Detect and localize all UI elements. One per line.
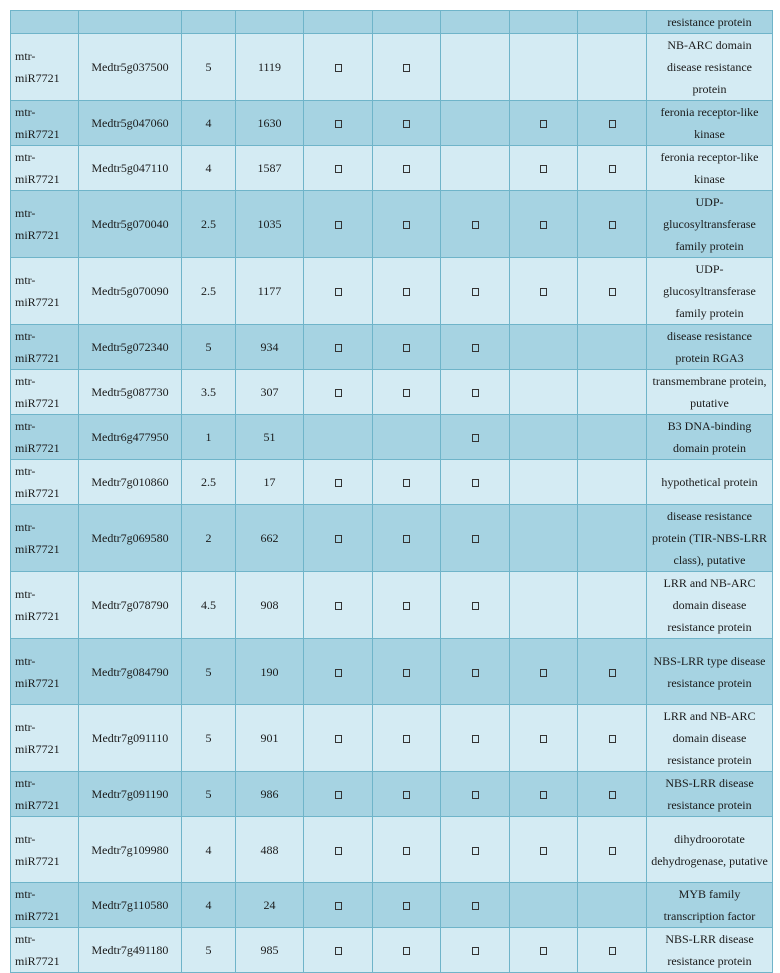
mark-cell: [441, 639, 510, 705]
cell: [578, 11, 647, 34]
table-row: [11, 460, 773, 505]
mark-cell: [441, 505, 510, 572]
square-box-icon: [335, 847, 342, 855]
mark-cell: [510, 639, 578, 705]
square-box-icon: [472, 535, 479, 543]
mark-cell: [441, 325, 510, 370]
table-row: [11, 258, 773, 325]
mark-cell: [578, 146, 647, 191]
mark-cell: [578, 101, 647, 146]
mark-cell: [578, 370, 647, 415]
position-cell: 986: [236, 772, 304, 817]
cell: [182, 11, 236, 34]
mark-cell: [510, 146, 578, 191]
mark-cell: [373, 34, 441, 101]
square-box-icon: [472, 602, 479, 610]
square-box-icon: [403, 947, 410, 955]
description-cell: NB-ARC domain disease resistance protein: [647, 34, 773, 101]
description-cell: feronia receptor-like kinase: [647, 101, 773, 146]
mark-cell: [441, 415, 510, 460]
mark-cell: [510, 460, 578, 505]
score-cell: 1: [182, 415, 236, 460]
mark-cell: [578, 928, 647, 973]
square-box-icon: [403, 735, 410, 743]
square-box-icon: [403, 902, 410, 910]
description-cell: transmembrane protein, putative: [647, 370, 773, 415]
mark-cell: [578, 325, 647, 370]
square-box-icon: [335, 535, 342, 543]
square-box-icon: [403, 669, 410, 677]
square-box-icon: [609, 791, 616, 799]
cell: [11, 11, 79, 34]
square-box-icon: [609, 120, 616, 128]
cell: [441, 11, 510, 34]
score-cell: 5: [182, 639, 236, 705]
square-box-icon: [335, 902, 342, 910]
mark-cell: [441, 34, 510, 101]
square-box-icon: [335, 64, 342, 72]
square-box-icon: [540, 947, 547, 955]
table-row: [11, 415, 773, 460]
mark-cell: [373, 191, 441, 258]
mark-cell: [441, 101, 510, 146]
table-top-fragment-row: [11, 11, 773, 34]
description-cell: LRR and NB-ARC domain disease resistance protein: [647, 572, 773, 639]
square-box-icon: [609, 669, 616, 677]
table-row: [11, 325, 773, 370]
square-box-icon: [403, 791, 410, 799]
mirna-cell: mtr-miR7721: [11, 101, 79, 146]
cell: [510, 11, 578, 34]
square-box-icon: [335, 479, 342, 487]
mark-cell: [510, 34, 578, 101]
mark-cell: [441, 928, 510, 973]
square-box-icon: [609, 288, 616, 296]
square-box-icon: [472, 847, 479, 855]
score-cell: 2.5: [182, 191, 236, 258]
score-cell: 2.5: [182, 460, 236, 505]
mark-cell: [441, 370, 510, 415]
gene-id-cell: Medtr7g110580: [79, 883, 182, 928]
mark-cell: [578, 505, 647, 572]
table-row: [11, 34, 773, 101]
mark-cell: [578, 772, 647, 817]
table-row: [11, 370, 773, 415]
mirna-cell: mtr-miR7721: [11, 415, 79, 460]
position-cell: 662: [236, 505, 304, 572]
position-cell: 1177: [236, 258, 304, 325]
square-box-icon: [335, 602, 342, 610]
mark-cell: [304, 460, 373, 505]
mark-cell: [304, 101, 373, 146]
square-box-icon: [472, 791, 479, 799]
mark-cell: [510, 505, 578, 572]
target-table-container: [10, 10, 772, 973]
square-box-icon: [540, 221, 547, 229]
gene-id-cell: Medtr5g037500: [79, 34, 182, 101]
square-box-icon: [609, 735, 616, 743]
cell: [236, 11, 304, 34]
gene-id-cell: Medtr5g070090: [79, 258, 182, 325]
position-cell: 985: [236, 928, 304, 973]
mark-cell: [304, 370, 373, 415]
score-cell: 4: [182, 817, 236, 883]
mark-cell: [510, 817, 578, 883]
mark-cell: [373, 370, 441, 415]
square-box-icon: [335, 947, 342, 955]
square-box-icon: [472, 735, 479, 743]
gene-id-cell: Medtr7g010860: [79, 460, 182, 505]
mirna-cell: mtr-miR7721: [11, 191, 79, 258]
mark-cell: [373, 101, 441, 146]
mark-cell: [373, 883, 441, 928]
mark-cell: [373, 415, 441, 460]
description-cell: NBS-LRR type disease resistance protein: [647, 639, 773, 705]
score-cell: 3.5: [182, 370, 236, 415]
score-cell: 4.5: [182, 572, 236, 639]
mark-cell: [304, 883, 373, 928]
mark-cell: [510, 258, 578, 325]
mark-cell: [441, 460, 510, 505]
mirna-cell: mtr-miR7721: [11, 772, 79, 817]
mark-cell: [441, 572, 510, 639]
mark-cell: [304, 415, 373, 460]
square-box-icon: [403, 64, 410, 72]
gene-id-cell: Medtr5g047110: [79, 146, 182, 191]
mark-cell: [510, 325, 578, 370]
description-cell: disease resistance protein (TIR-NBS-LRR class), putative: [647, 505, 773, 572]
square-box-icon: [609, 847, 616, 855]
mirna-cell: mtr-miR7721: [11, 883, 79, 928]
square-box-icon: [472, 389, 479, 397]
mark-cell: [441, 258, 510, 325]
mirna-cell: mtr-miR7721: [11, 639, 79, 705]
mark-cell: [510, 572, 578, 639]
mark-cell: [510, 928, 578, 973]
mark-cell: [510, 772, 578, 817]
table-row: [11, 705, 773, 772]
mark-cell: [373, 505, 441, 572]
position-cell: 901: [236, 705, 304, 772]
square-box-icon: [335, 288, 342, 296]
description-cell: hypothetical protein: [647, 460, 773, 505]
score-cell: 5: [182, 34, 236, 101]
description-cell: resistance protein: [647, 11, 773, 34]
gene-id-cell: Medtr7g109980: [79, 817, 182, 883]
square-box-icon: [335, 221, 342, 229]
position-cell: 1035: [236, 191, 304, 258]
position-cell: 1630: [236, 101, 304, 146]
score-cell: 2: [182, 505, 236, 572]
score-cell: 5: [182, 772, 236, 817]
position-cell: 908: [236, 572, 304, 639]
description-cell: NBS-LRR disease resistance protein: [647, 928, 773, 973]
score-cell: 4: [182, 146, 236, 191]
mark-cell: [304, 34, 373, 101]
square-box-icon: [609, 221, 616, 229]
square-box-icon: [472, 344, 479, 352]
square-box-icon: [335, 669, 342, 677]
position-cell: 1587: [236, 146, 304, 191]
mark-cell: [373, 146, 441, 191]
mark-cell: [578, 572, 647, 639]
mark-cell: [510, 705, 578, 772]
mark-cell: [304, 772, 373, 817]
description-cell: dihydroorotate dehydrogenase, putative: [647, 817, 773, 883]
mark-cell: [441, 191, 510, 258]
mark-cell: [441, 817, 510, 883]
mirna-cell: mtr-miR7721: [11, 146, 79, 191]
square-box-icon: [403, 120, 410, 128]
gene-id-cell: Medtr6g477950: [79, 415, 182, 460]
score-cell: 5: [182, 325, 236, 370]
mark-cell: [441, 146, 510, 191]
square-box-icon: [472, 288, 479, 296]
gene-id-cell: Medtr7g091190: [79, 772, 182, 817]
mark-cell: [578, 415, 647, 460]
mark-cell: [373, 817, 441, 883]
mark-cell: [441, 772, 510, 817]
mirna-cell: mtr-miR7721: [11, 325, 79, 370]
square-box-icon: [403, 479, 410, 487]
mark-cell: [578, 34, 647, 101]
mark-cell: [373, 705, 441, 772]
square-box-icon: [335, 344, 342, 352]
mark-cell: [304, 505, 373, 572]
mirna-cell: mtr-miR7721: [11, 705, 79, 772]
score-cell: 5: [182, 705, 236, 772]
position-cell: 1119: [236, 34, 304, 101]
gene-id-cell: Medtr5g047060: [79, 101, 182, 146]
mark-cell: [304, 146, 373, 191]
score-cell: 5: [182, 928, 236, 973]
gene-id-cell: Medtr7g078790: [79, 572, 182, 639]
description-cell: MYB family transcription factor: [647, 883, 773, 928]
table-row: [11, 572, 773, 639]
square-box-icon: [403, 165, 410, 173]
square-box-icon: [472, 221, 479, 229]
cell: [304, 11, 373, 34]
table-row: [11, 883, 773, 928]
table-row: [11, 191, 773, 258]
mark-cell: [578, 191, 647, 258]
mark-cell: [304, 572, 373, 639]
mirna-target-table: [10, 10, 773, 973]
square-box-icon: [403, 847, 410, 855]
square-box-icon: [403, 221, 410, 229]
mark-cell: [373, 460, 441, 505]
mark-cell: [373, 928, 441, 973]
square-box-icon: [540, 669, 547, 677]
description-cell: B3 DNA-binding domain protein: [647, 415, 773, 460]
square-box-icon: [472, 947, 479, 955]
mirna-cell: mtr-miR7721: [11, 34, 79, 101]
square-box-icon: [403, 344, 410, 352]
square-box-icon: [540, 288, 547, 296]
square-box-icon: [403, 602, 410, 610]
square-box-icon: [609, 947, 616, 955]
square-box-icon: [403, 535, 410, 543]
mark-cell: [304, 325, 373, 370]
table-row: [11, 505, 773, 572]
mark-cell: [578, 258, 647, 325]
square-box-icon: [403, 288, 410, 296]
mirna-cell: mtr-miR7721: [11, 505, 79, 572]
mark-cell: [510, 370, 578, 415]
table-row: [11, 146, 773, 191]
square-box-icon: [335, 735, 342, 743]
square-box-icon: [540, 847, 547, 855]
mirna-cell: mtr-miR7721: [11, 817, 79, 883]
mirna-cell: mtr-miR7721: [11, 370, 79, 415]
position-cell: 307: [236, 370, 304, 415]
mark-cell: [441, 705, 510, 772]
mark-cell: [304, 639, 373, 705]
description-cell: UDP-glucosyltransferase family protein: [647, 258, 773, 325]
square-box-icon: [472, 902, 479, 910]
mark-cell: [304, 191, 373, 258]
square-box-icon: [335, 791, 342, 799]
mark-cell: [578, 883, 647, 928]
square-box-icon: [335, 120, 342, 128]
table-row: [11, 772, 773, 817]
mark-cell: [304, 258, 373, 325]
gene-id-cell: Medtr7g084790: [79, 639, 182, 705]
gene-id-cell: Medtr7g069580: [79, 505, 182, 572]
score-cell: 4: [182, 883, 236, 928]
gene-id-cell: Medtr5g072340: [79, 325, 182, 370]
gene-id-cell: Medtr7g491180: [79, 928, 182, 973]
description-cell: feronia receptor-like kinase: [647, 146, 773, 191]
table-row: [11, 817, 773, 883]
square-box-icon: [472, 669, 479, 677]
mark-cell: [578, 817, 647, 883]
mirna-cell: mtr-miR7721: [11, 572, 79, 639]
mark-cell: [304, 928, 373, 973]
position-cell: 190: [236, 639, 304, 705]
gene-id-cell: Medtr5g070040: [79, 191, 182, 258]
square-box-icon: [540, 735, 547, 743]
cell: [79, 11, 182, 34]
gene-id-cell: Medtr7g091110: [79, 705, 182, 772]
mark-cell: [510, 101, 578, 146]
square-box-icon: [540, 791, 547, 799]
square-box-icon: [472, 434, 479, 442]
mirna-cell: mtr-miR7721: [11, 460, 79, 505]
square-box-icon: [540, 165, 547, 173]
description-cell: disease resistance protein RGA3: [647, 325, 773, 370]
description-cell: UDP-glucosyltransferase family protein: [647, 191, 773, 258]
mark-cell: [578, 460, 647, 505]
mark-cell: [373, 772, 441, 817]
mark-cell: [510, 191, 578, 258]
mirna-cell: mtr-miR7721: [11, 258, 79, 325]
mark-cell: [373, 572, 441, 639]
description-cell: NBS-LRR disease resistance protein: [647, 772, 773, 817]
mirna-cell: mtr-miR7721: [11, 928, 79, 973]
square-box-icon: [335, 165, 342, 173]
square-box-icon: [472, 479, 479, 487]
mark-cell: [304, 817, 373, 883]
cell: [373, 11, 441, 34]
square-box-icon: [335, 389, 342, 397]
mark-cell: [373, 325, 441, 370]
square-box-icon: [540, 120, 547, 128]
square-box-icon: [403, 389, 410, 397]
mark-cell: [510, 883, 578, 928]
table-row: [11, 639, 773, 705]
position-cell: 17: [236, 460, 304, 505]
position-cell: 934: [236, 325, 304, 370]
description-cell: LRR and NB-ARC domain disease resistance protein: [647, 705, 773, 772]
score-cell: 2.5: [182, 258, 236, 325]
score-cell: 4: [182, 101, 236, 146]
table-row: [11, 101, 773, 146]
table-row: [11, 928, 773, 973]
position-cell: 24: [236, 883, 304, 928]
mark-cell: [578, 639, 647, 705]
gene-id-cell: Medtr5g087730: [79, 370, 182, 415]
position-cell: 51: [236, 415, 304, 460]
position-cell: 488: [236, 817, 304, 883]
square-box-icon: [609, 165, 616, 173]
mark-cell: [373, 258, 441, 325]
mark-cell: [373, 639, 441, 705]
mark-cell: [304, 705, 373, 772]
mark-cell: [578, 705, 647, 772]
mark-cell: [510, 415, 578, 460]
mark-cell: [441, 883, 510, 928]
